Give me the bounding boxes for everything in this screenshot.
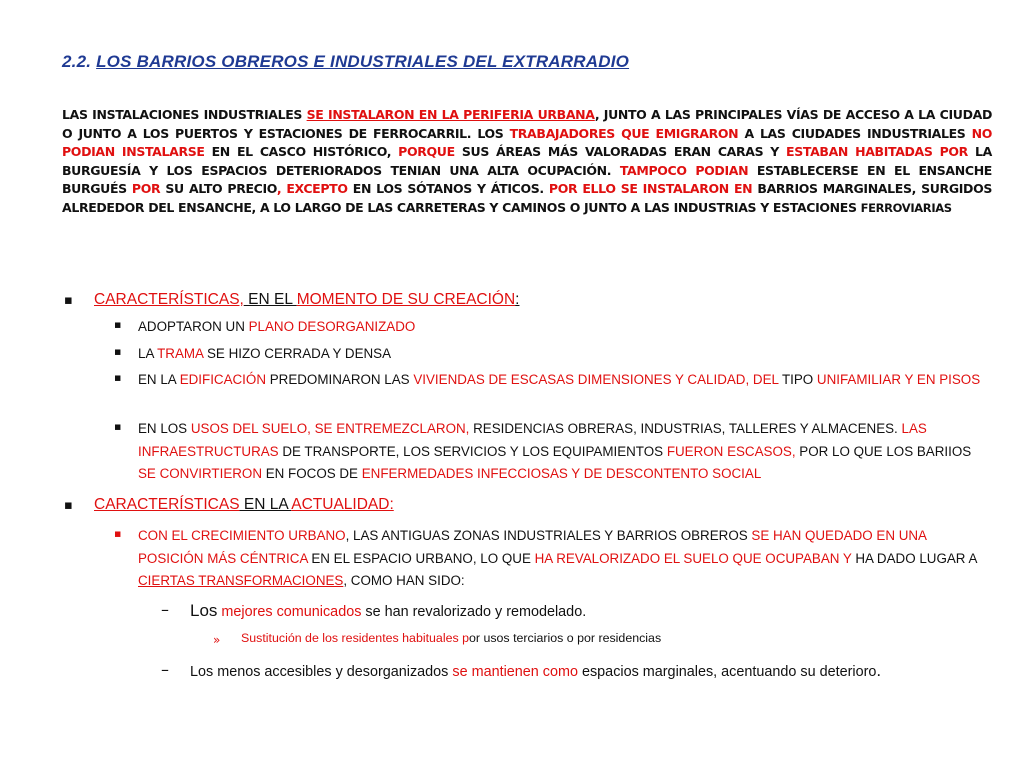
- intro-segment: SU ALTO PRECIO: [160, 181, 277, 196]
- list-item-text: SE HIZO CERRADA Y DENSA: [203, 346, 392, 361]
- list-item-text: EN FOCOS DE: [262, 466, 362, 481]
- intro-segment: LAS INSTALACIONES INDUSTRIALES: [62, 107, 307, 122]
- intro-segment: , JUNTO A LAS PRINCIPALES VÍAS DE ACCESO A LA CIUDAD O JUNTO A LOS PUERTOS Y ESTACIONES DE FERROCARRIL. LOS: [62, 107, 992, 141]
- intro-segment: SE INSTALARON EN LA PERIFERIA URBANA: [306, 107, 595, 122]
- list-item-text: PLANO DESORGANIZADO: [248, 319, 416, 334]
- bullet-marker: ▪: [64, 293, 73, 308]
- intro-segment: LA BURGUESÍA Y LOS ESPACIOS DETERIORADOS TENIAN UNA ALTA OCUPACIÓN.: [62, 144, 992, 178]
- list-item-level-2: [138, 343, 988, 366]
- intro-segment: EN EL CASCO HISTÓRICO,: [204, 144, 399, 159]
- list-item-level-2: [138, 525, 988, 593]
- intro-paragraph: [62, 106, 992, 217]
- list-item-text: EN EL: [243, 291, 297, 308]
- list-item-text: se han revalorizado y remodelado.: [361, 604, 587, 620]
- list-item-level-2: [138, 316, 988, 339]
- list-item-level-3: [190, 661, 881, 681]
- list-item-text: CARACTERÍSTICAS: [94, 496, 240, 513]
- intro-segment: ESTABAN HABITADAS POR: [786, 144, 968, 159]
- bullet-marker: ▪: [114, 345, 122, 358]
- bullet-marker: ▪: [114, 420, 122, 433]
- intro-segment: , EXCEPTO: [276, 181, 348, 196]
- intro-segment: TRABAJADORES QUE EMIGRARON: [509, 125, 739, 141]
- list-item-text: EN LA: [239, 496, 292, 513]
- bullet-marker: ▪: [64, 498, 73, 513]
- intro-segment: A LAS CIUDADES INDUSTRIALES: [738, 125, 972, 141]
- list-item-text: ENFERMEDADES INFECCIOSAS Y DE DESCONTENTO SOCIAL: [361, 466, 762, 481]
- intro-segment: SUS ÁREAS MÁS VALORADAS ERAN CARAS Y: [454, 144, 787, 159]
- list-item-text: POR LO QUE LOS BARIIOS: [795, 443, 972, 459]
- list-item-text: EDIFICACIÓN: [179, 372, 266, 387]
- bullet-marker: ▪: [114, 318, 122, 331]
- list-item-text: DE TRANSPORTE, LOS SERVICIOS Y LOS EQUIPAMIENTOS: [278, 443, 667, 459]
- list-item-text: espacios marginales, acentuando su deterioro: [577, 664, 877, 680]
- list-item-text: , LAS ANTIGUAS ZONAS INDUSTRIALES Y BARRIOS OBREROS: [345, 528, 752, 543]
- bullet-marker: »: [213, 633, 221, 647]
- list-item-text: USOS DEL SUELO, SE ENTREMEZCLARON,: [190, 421, 470, 436]
- list-item-text: TIPO: [778, 372, 817, 387]
- bullet-marker: ▪: [114, 371, 122, 384]
- list-item-text: VIVIENDAS DE ESCASAS DIMENSIONES Y CALIDAD, DEL: [413, 372, 779, 387]
- list-item-level-2: [138, 369, 988, 392]
- list-item-level-2: [138, 418, 988, 486]
- bullet-marker: –: [161, 600, 169, 619]
- intro-segment: NO PODIAN INSTALARSE: [62, 125, 992, 159]
- list-item-text: TRAMA: [157, 346, 204, 361]
- list-item-text: PREDOMINARON LAS: [266, 372, 414, 387]
- list-item-text: .: [876, 661, 882, 680]
- intro-segment: POR: [131, 181, 161, 196]
- list-item-text: EN LOS: [138, 421, 191, 436]
- list-item-level-3: [190, 601, 586, 621]
- section-title-text: LOS BARRIOS OBREROS E INDUSTRIALES DEL EXTRARRADIO: [96, 52, 630, 71]
- section-title: [62, 52, 629, 72]
- list-item-text: ACTUALIDAD:: [291, 496, 394, 513]
- intro-segment: BARRIOS MARGINALES, SURGIDOS ALREDEDOR DEL ENSANCHE, A LO LARGO DE LAS CARRETERAS Y CAMINOS O JUNTO A LAS INDUSTRIAS Y ESTACIONES: [62, 181, 992, 215]
- list-item-text: Los menos accesibles y desorganizados: [190, 664, 453, 680]
- intro-segment: EN LOS SÓTANOS Y ÁTICOS.: [347, 181, 549, 196]
- bullet-marker: –: [161, 660, 169, 679]
- list-item-text: :: [515, 291, 520, 308]
- list-item-text: Sustitución de los residentes habituales p: [241, 631, 469, 645]
- list-item-text: Los: [190, 601, 218, 620]
- list-item-level-1: [94, 496, 394, 514]
- list-item-text: CIERTAS TRANSFORMACIONES: [138, 573, 344, 588]
- list-item-text: se mantienen como: [452, 664, 578, 680]
- list-item-text: HA REVALORIZADO EL SUELO QUE OCUPABAN Y: [534, 550, 852, 566]
- list-item-text: RESIDENCIAS OBRERAS, INDUSTRIAS, TALLERES Y ALMACENES.: [469, 421, 902, 436]
- bullet-marker: ▪: [114, 527, 122, 540]
- list-item-text: , COMO HAN SIDO:: [343, 573, 465, 588]
- list-item-text: ADOPTARON UN: [138, 319, 249, 334]
- list-item-text: EN EL ESPACIO URBANO, LO QUE: [307, 550, 535, 566]
- intro-segment: ESTABLECERSE EN EL ENSANCHE BURGUÉS: [62, 162, 992, 196]
- intro-segment: POR ELLO SE INSTALARON EN: [548, 181, 753, 196]
- list-item-level-1: [94, 291, 519, 309]
- list-item-text: or usos terciarios o por residencias: [469, 631, 662, 645]
- list-item-level-4: [241, 631, 661, 645]
- list-item-text: SE HAN QUEDADO EN UNA POSICIÓN MÁS CÉNTRICA: [138, 528, 927, 566]
- list-item-text: CARACTERÍSTICAS,: [94, 291, 244, 308]
- intro-segment: PORQUE: [398, 144, 455, 159]
- section-number: 2.2.: [62, 52, 92, 71]
- list-item-text: UNIFAMILIAR Y EN PISOS: [816, 372, 981, 387]
- intro-segment: FERROVIARIAS: [860, 200, 952, 215]
- intro-segment: TAMPOCO PODIAN: [619, 162, 749, 178]
- list-item-text: HA DADO LUGAR A: [851, 550, 977, 566]
- list-item-text: LA: [138, 346, 158, 361]
- list-item-text: FUERON ESCASOS,: [666, 443, 796, 459]
- list-item-text: CON EL CRECIMIENTO URBANO: [138, 528, 346, 543]
- list-item-text: SE CONVIRTIERON: [138, 466, 263, 481]
- list-item-text: LAS INFRAESTRUCTURAS: [138, 421, 927, 459]
- list-item-text: EN LA: [138, 372, 180, 387]
- list-item-text: MOMENTO DE SU CREACIÓN: [296, 291, 516, 308]
- list-item-text: mejores comunicados: [217, 604, 362, 620]
